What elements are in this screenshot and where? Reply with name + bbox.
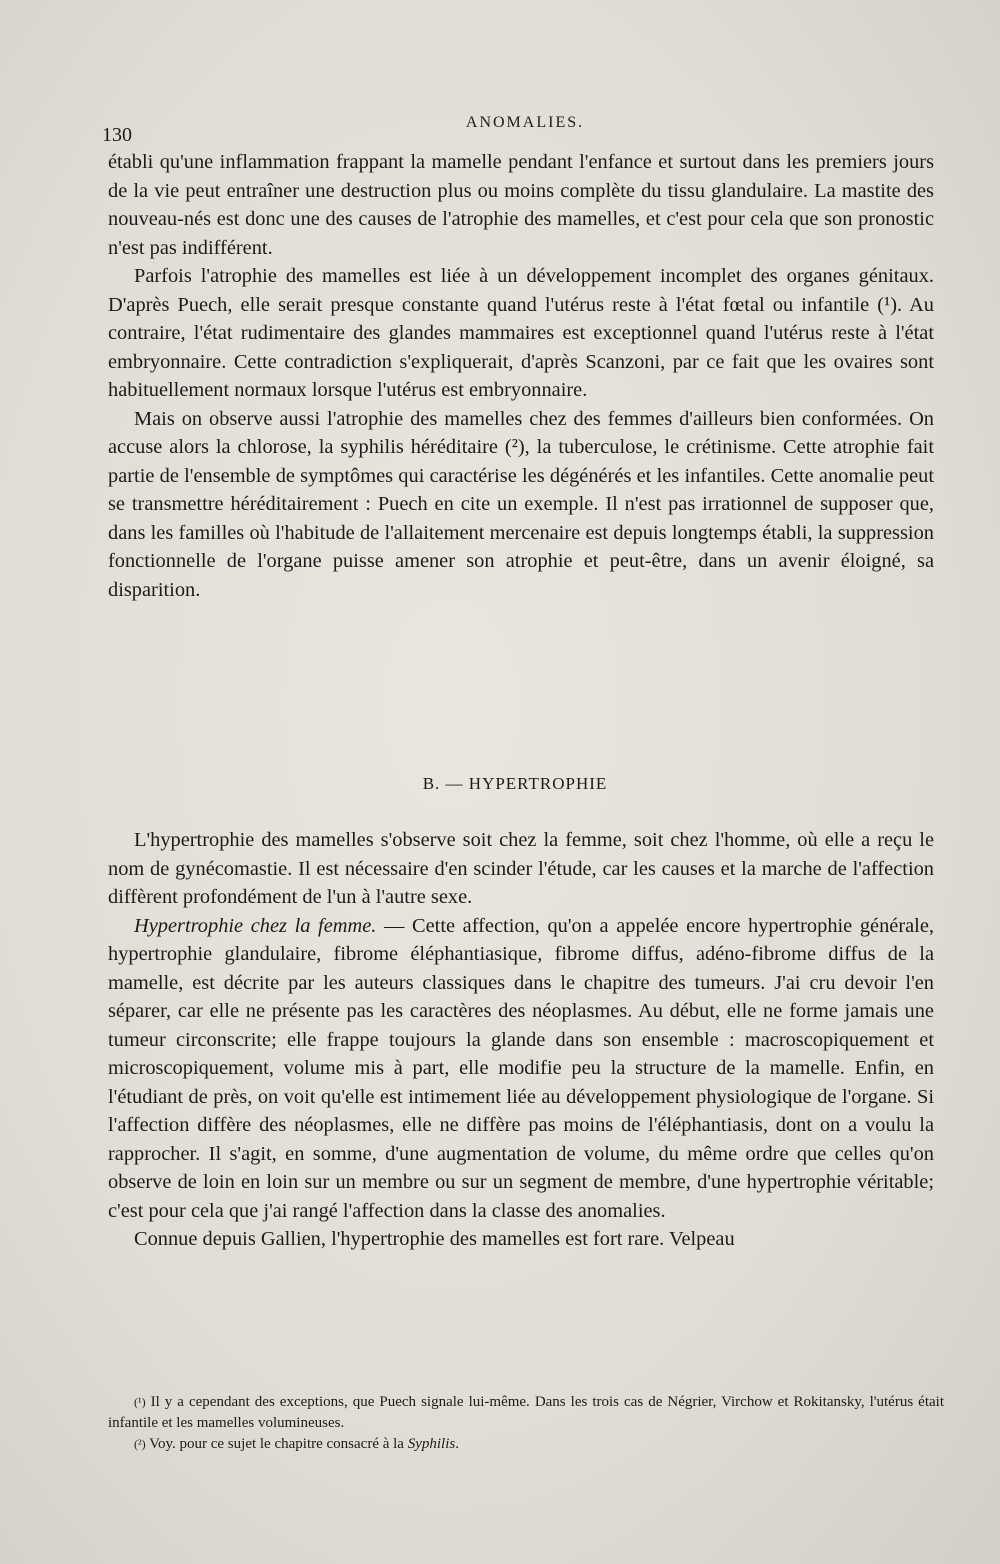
running-title: ANOMALIES. — [465, 114, 585, 131]
paragraph — [108, 826, 934, 912]
footnote-text: Il y a cependant des exceptions, que Puech signale lui-même. Dans les trois cas de Négrier, Virchow et Rokitansky, l'utérus était infantile et les mamelles volumineuses. — [108, 1394, 944, 1431]
footnote-italic-text: Syphilis — [407, 1436, 456, 1452]
footnote-1 — [108, 1392, 944, 1434]
paragraph — [108, 405, 934, 605]
paragraph-text: , la tuberculose, le crétinisme. Cette atrophie fait partie de l'ensemble de symptômes qui caractérise les dégénérés et les infantiles. Cette anomalie peut se transmettre héréditairement : Puech en cite un exemple. Il n'est pas irrationnel de supposer que, dans les familles où l'habitude de l'allaitement mercenaire est depuis longtemps établi, la suppression fonctionnelle de l'organe puisse amener son atrophie et peut-être, dans un avenir éloigné, sa disparition. — [108, 436, 934, 601]
paragraph — [108, 262, 934, 405]
paragraph — [108, 1225, 934, 1254]
paragraph — [108, 912, 934, 1226]
paragraph-text: L'hypertrophie des mamelles s'observe soit chez la femme, soit chez l'homme, où elle a reçu le nom de gynécomastie. Il est nécessaire d'en scinder l'étude, car les causes et la marche de l'affection diffèrent profondément de l'un à l'autre sexe. — [108, 829, 934, 908]
footnote-2 — [108, 1434, 944, 1455]
footnotes — [108, 1392, 944, 1455]
atrophy-text-block — [108, 148, 934, 604]
footnote-text-end: . — [455, 1436, 459, 1452]
paragraph-text: Parfois l'atrophie des mamelles est liée à un développement incomplet des organes génitaux. D'après Puech, elle serait presque constante quand l'utérus reste à l'état fœtal ou infantile — [108, 265, 934, 316]
hypertrophy-text-block — [108, 826, 934, 1254]
footnote-reference: (²) — [504, 436, 525, 458]
footnote-marker: (¹) — [134, 1395, 146, 1409]
page-header — [102, 110, 948, 146]
page-number: 130 — [102, 124, 132, 146]
paragraph — [108, 148, 934, 262]
footnote-marker: (²) — [134, 1437, 146, 1451]
paragraph-text: Mais on observe aussi l'atrophie des mamelles chez des femmes d'ailleurs bien conformées. On accuse alors la chlorose, la syphilis héréditaire — [108, 407, 934, 458]
footnote-text: Voy. pour ce sujet le chapitre consacré à la — [145, 1436, 408, 1452]
subsection-title: Hypertrophie chez la femme. — [134, 914, 377, 937]
section-heading: B. — HYPERTROPHIE — [422, 774, 608, 793]
paragraph-text: — Cette affection, qu'on a appelée encore hypertrophie générale, hypertrophie glandulaire, fibrome éléphantiasique, fibrome diffus, adéno-fibrome diffus de la mamelle, est décrite par les auteurs classiques dans le chapitre des tumeurs. J'ai cru devoir l'en séparer, car elle ne présente pas les caractères des néoplasmes. Au début, elle ne forme jamais une tumeur circonscrite; elle frappe toujours la glande dans son ensemble : macroscopiquement et microscopiquement, volume mis à part, elle modifie peu la structure de la mamelle. Enfin, en l'étudiant de près, on voit qu'elle est intimement liée au développement physiologique de l'organe. Si l'affection diffère des néoplasmes, elle ne diffère pas moins de l'éléphantiasis, dont on a voulu la rapprocher. Il s'agit, en somme, d'une augmentation de volume, du même ordre que celles qu'on observe de loin en loin sur un membre ou sur un segment de membre, d'une hypertrophie véritable; c'est pour cela que j'ai rangé l'affection dans la classe des anomalies. — [108, 914, 934, 1222]
footnote-reference: (¹) — [877, 293, 897, 316]
paragraph-text: . Au contraire, l'état rudimentaire des glandes mammaires est exceptionnel quand l'utérus reste à l'état embryonnaire. Cette contradiction s'expliquerait, d'après Scanzoni, par ce fait que les ovaires sont habituellement normaux lorsque l'utérus est embryonnaire. — [108, 293, 934, 401]
paragraph-text: Connue depuis Gallien, l'hypertrophie des mamelles est fort rare. Velpeau — [134, 1228, 735, 1250]
paragraph-text: établi qu'une inflammation frappant la mamelle pendant l'enfance et surtout dans les premiers jours de la vie peut entraîner une destruction plus ou moins complète du tissu glandulaire. La mastite des nouveau-nés est donc une des causes de l'atrophie des mamelles, et c'est pour cela que son pronostic n'est pas indifférent. — [108, 151, 934, 259]
